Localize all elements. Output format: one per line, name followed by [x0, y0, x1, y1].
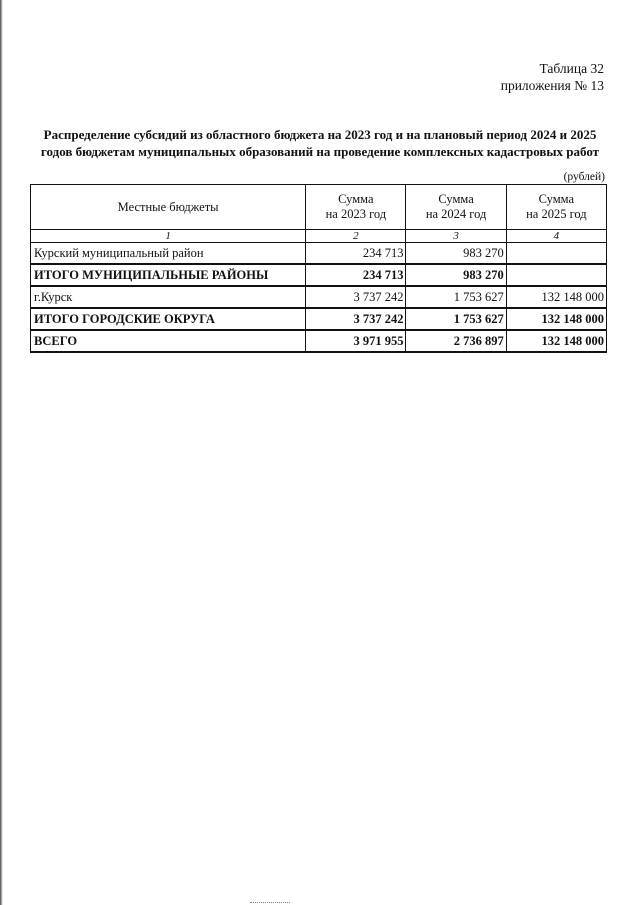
row-name: ВСЕГО: [31, 330, 306, 352]
cell-2023: 234 713: [306, 264, 406, 286]
document-reference: [501, 60, 604, 94]
cell-2025: [506, 243, 606, 265]
column-header-2024-line1: Сумма: [438, 192, 474, 206]
column-header-2025: [506, 185, 606, 230]
cell-2023: 3 971 955: [306, 330, 406, 352]
table-row-subtotal: [31, 308, 607, 330]
column-header-2025-line2: на 2025 год: [526, 207, 587, 221]
cell-2025: 132 148 000: [506, 330, 606, 352]
scan-edge: [0, 0, 3, 905]
cell-2023: 3 737 242: [306, 286, 406, 308]
column-header-2023: [306, 185, 406, 230]
budget-table: [30, 184, 607, 353]
row-name: Курский муниципальный район: [31, 243, 306, 265]
title-line-2: годов бюджетам муниципальных образований на проведение комплексных кадастровых работ: [40, 144, 600, 159]
appendix-reference: приложения № 13: [500, 78, 604, 93]
column-header-2024: [406, 185, 506, 230]
row-name: г.Курск: [31, 286, 306, 308]
cell-2023: 234 713: [306, 243, 406, 265]
cell-2023: 3 737 242: [306, 308, 406, 330]
cell-2024: 1 753 627: [406, 286, 506, 308]
column-header-2025-line1: Сумма: [538, 192, 575, 206]
row-name: ИТОГО ГОРОДСКИЕ ОКРУГА: [31, 308, 306, 330]
units-label: (рублей): [563, 171, 605, 183]
column-number: 2: [306, 230, 406, 243]
document-title: [28, 126, 612, 160]
table-header-row: [31, 185, 607, 230]
table-row-subtotal: [31, 264, 607, 286]
column-numbering-row: [31, 230, 607, 243]
column-number: 4: [506, 230, 606, 243]
table-row: [31, 243, 607, 265]
column-header-2023-line2: на 2023 год: [325, 207, 387, 221]
table-row: [31, 286, 607, 308]
column-header-budgets: Местные бюджеты: [31, 185, 306, 230]
cell-2025: 132 148 000: [506, 308, 606, 330]
column-number: 3: [406, 230, 506, 243]
cell-2024: 983 270: [406, 264, 506, 286]
cell-2024: 2 736 897: [406, 330, 506, 352]
table-row-total: [31, 330, 607, 352]
column-header-2024-line2: на 2024 год: [425, 207, 487, 221]
table-reference: Таблица 32: [539, 61, 604, 76]
cell-2024: 983 270: [406, 243, 506, 265]
cell-2024: 1 753 627: [406, 308, 506, 330]
title-line-1: Распределение субсидий из областного бюджета на 2023 год и на плановый период 2024 и 2025: [43, 127, 597, 142]
scan-artifact: [250, 901, 290, 903]
column-number: 1: [31, 230, 306, 243]
row-name: ИТОГО МУНИЦИПАЛЬНЫЕ РАЙОНЫ: [31, 264, 306, 286]
cell-2025: [506, 264, 606, 286]
column-header-2023-line1: Сумма: [338, 192, 374, 206]
cell-2025: 132 148 000: [506, 286, 606, 308]
